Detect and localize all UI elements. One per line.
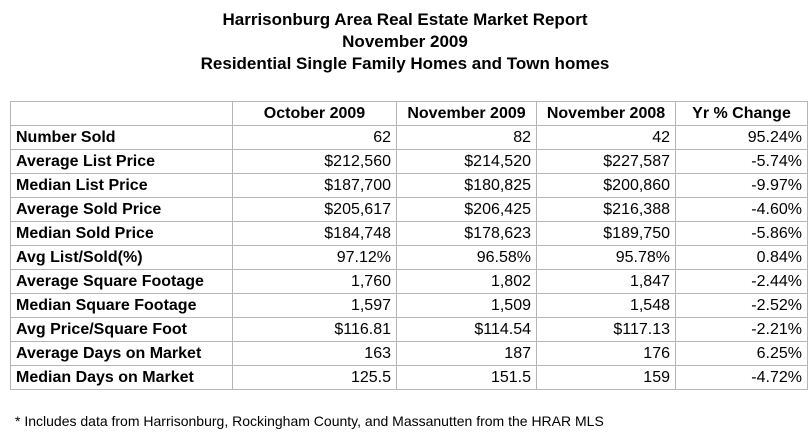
table-cell: $227,587 [537,150,676,174]
table-cell: 97.12% [233,246,397,270]
table-cell: $187,700 [233,174,397,198]
footnote: * Includes data from Harrisonburg, Rockingham County, and Massanutten from the HRAR MLS [15,413,604,429]
table-cell: 1,760 [233,270,397,294]
table-cell: -2.52% [676,294,808,318]
table-cell: $214,520 [397,150,537,174]
table-cell: -4.72% [676,366,808,390]
table-header-row [11,102,808,126]
table-cell: $178,623 [397,222,537,246]
report-period: November 2009 [342,32,468,51]
header-october-2009: October 2009 [233,102,397,126]
report-subtitle: Residential Single Family Homes and Town homes [200,54,610,73]
table-cell: 82 [397,126,537,150]
table-cell: 6.25% [676,342,808,366]
table-cell: -5.86% [676,222,808,246]
table-cell: 1,597 [233,294,397,318]
row-label: Median Sold Price [11,222,233,246]
table-cell: -2.44% [676,270,808,294]
row-label: Median Square Footage [11,294,233,318]
table-cell: $205,617 [233,198,397,222]
market-report-table [10,101,808,390]
table-row [11,198,808,222]
table-cell: $180,825 [397,174,537,198]
table-row [11,270,808,294]
table-cell: 176 [537,342,676,366]
row-label: Average Sold Price [11,198,233,222]
table-cell: $206,425 [397,198,537,222]
table-row [11,150,808,174]
table-cell: 1,548 [537,294,676,318]
table-cell: 125.5 [233,366,397,390]
table-cell: $189,750 [537,222,676,246]
row-label: Average Days on Market [11,342,233,366]
table-cell: $184,748 [233,222,397,246]
table-cell: 95.78% [537,246,676,270]
report-title: Harrisonburg Area Real Estate Market Report [222,10,588,29]
table-cell: 62 [233,126,397,150]
table-cell: -4.60% [676,198,808,222]
table-cell: -5.74% [676,150,808,174]
table-cell: 163 [233,342,397,366]
table-row [11,246,808,270]
table-row [11,294,808,318]
table-cell: 159 [537,366,676,390]
table-cell: $200,860 [537,174,676,198]
table-row [11,318,808,342]
table-row [11,126,808,150]
table-cell: -9.97% [676,174,808,198]
table-row [11,366,808,390]
table-cell: 1,509 [397,294,537,318]
table-cell: $114.54 [397,318,537,342]
row-label: Avg List/Sold(%) [11,246,233,270]
table-cell: $212,560 [233,150,397,174]
table-cell: -2.21% [676,318,808,342]
row-label: Median Days on Market [11,366,233,390]
table-row [11,222,808,246]
row-label: Number Sold [11,126,233,150]
table-cell: $116.81 [233,318,397,342]
report-title-block [0,9,810,75]
table-cell: $117.13 [537,318,676,342]
table-cell: 1,847 [537,270,676,294]
row-label: Median List Price [11,174,233,198]
table-cell: 95.24% [676,126,808,150]
header-november-2008: November 2008 [537,102,676,126]
table-cell: $216,388 [537,198,676,222]
table-cell: 42 [537,126,676,150]
header-metric [11,102,233,126]
row-label: Avg Price/Square Foot [11,318,233,342]
header-yr-change: Yr % Change [676,102,808,126]
table-cell: 187 [397,342,537,366]
table-cell: 0.84% [676,246,808,270]
table-cell: 96.58% [397,246,537,270]
row-label: Average List Price [11,150,233,174]
table-row [11,342,808,366]
table-cell: 1,802 [397,270,537,294]
row-label: Average Square Footage [11,270,233,294]
header-november-2009: November 2009 [397,102,537,126]
table-cell: 151.5 [397,366,537,390]
table-row [11,174,808,198]
